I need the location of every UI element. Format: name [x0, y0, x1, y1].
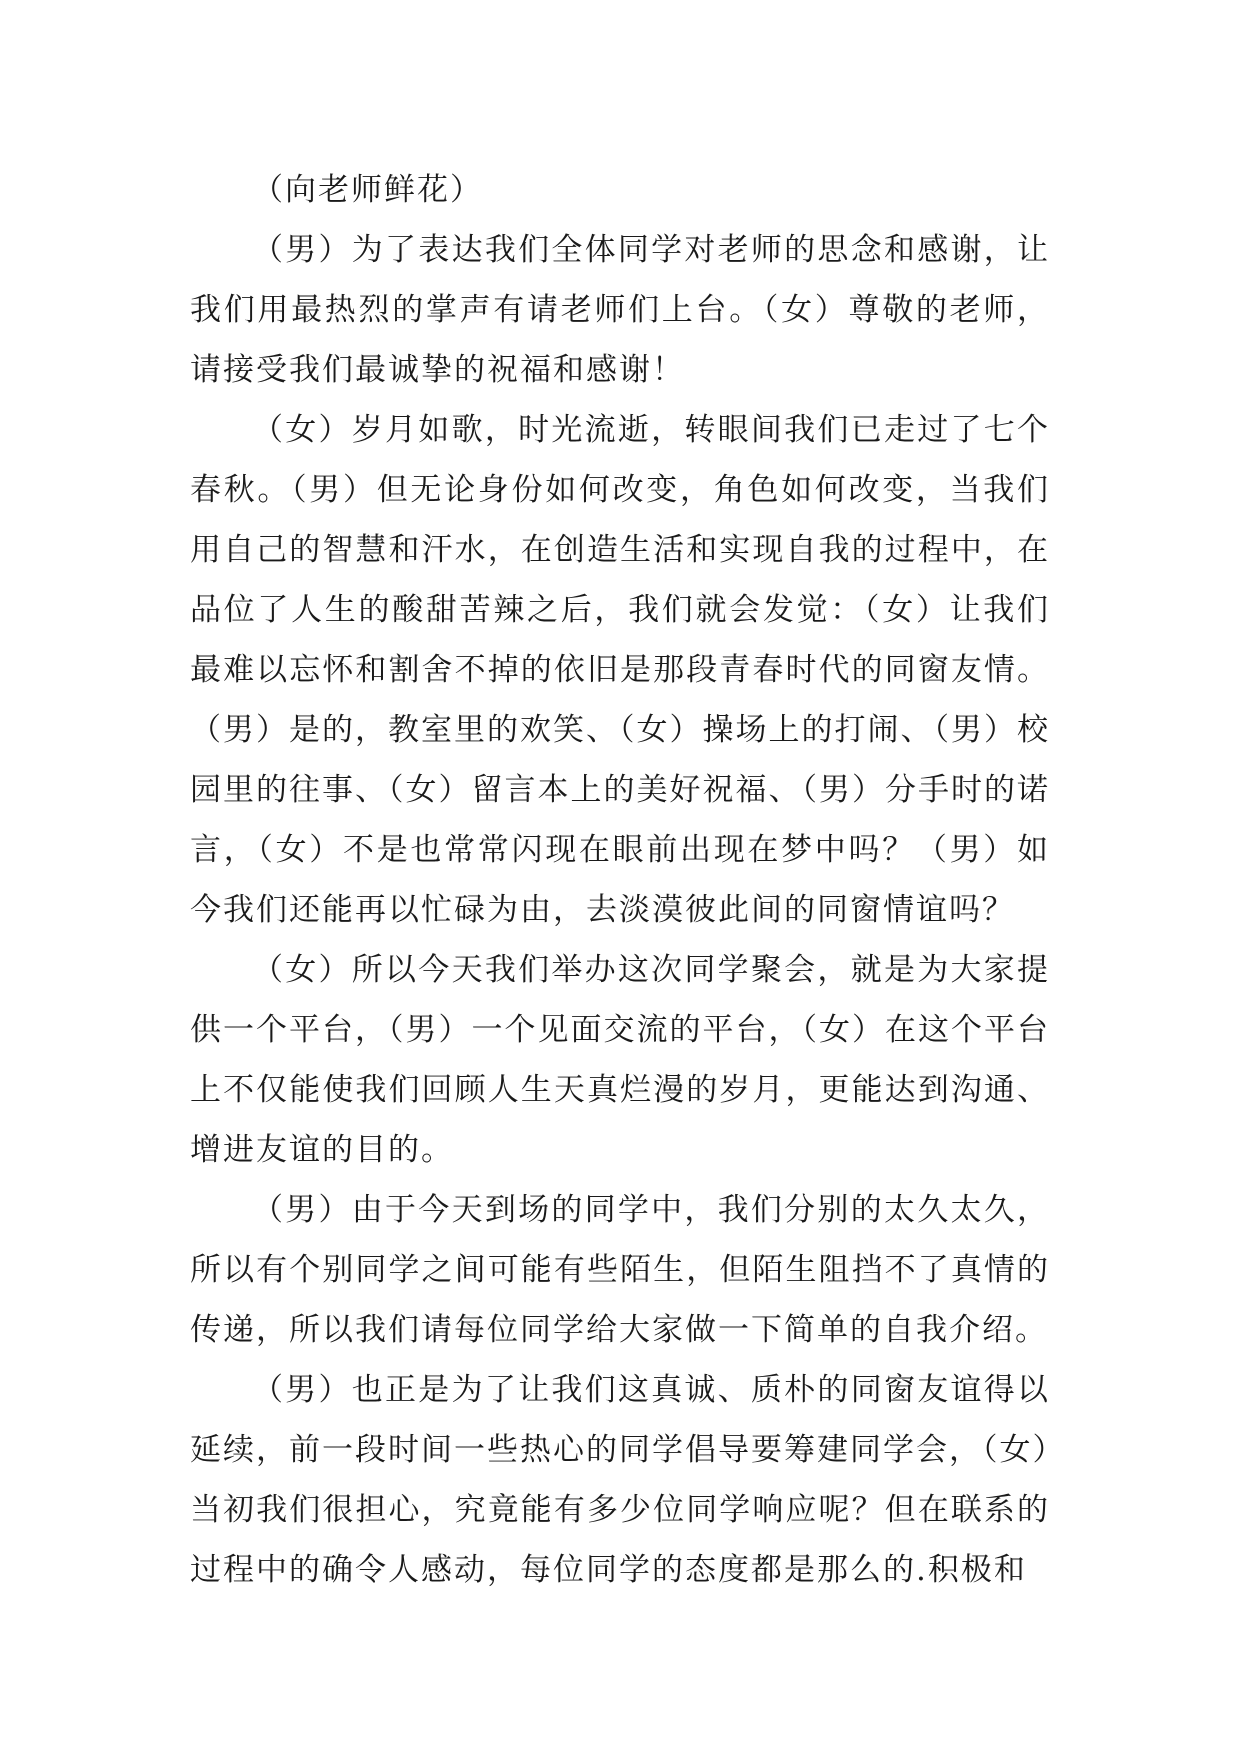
paragraph-flowers: （向老师鲜花） [252, 172, 483, 208]
paragraph-memories: （女）岁月如歌，时光流逝，转眼间我们已走过了七个春秋。（男）但无论身份如何改变，角色如何改变，当我们用自己的智慧和汗水，在创造生活和实现自我的过程中，在品位了人生的酸甜苦辣之后，我们就会发觉：（女）让我们最难以忘怀和割舍不掉的依旧是那段青春时代的同窗友情。（男）是的，教室里的欢笑、（女）操场上的打闹、（男）校园里的往事、（女）留言本上的美好祝福、（男）分手时的诺言，（女）不是也常常闪现在眼前出现在梦中吗？（男）如今我们还能再以忙碌为由，去淡漠彼此间的同窗情谊吗？ [190, 412, 1050, 928]
paragraph-platform: （女）所以今天我们举办这次同学聚会，就是为大家提供一个平台，（男）一个见面交流的平台，（女）在这个平台上不仅能使我们回顾人生天真烂漫的岁月，更能达到沟通、增进友谊的目的。 [190, 952, 1050, 1168]
paragraph-invite-teachers: （男）为了表达我们全体同学对老师的思念和感谢，让我们用最热烈的掌声有请老师们上台。（女）尊敬的老师，请接受我们最诚挚的祝福和感谢！ [190, 232, 1050, 388]
document-body [190, 160, 1050, 1600]
paragraph-alumni-association: （男）也正是为了让我们这真诚、质朴的同窗友谊得以延续，前一段时间一些热心的同学倡导要筹建同学会，（女）当初我们很担心，究竟能有多少位同学响应呢？但在联系的过程中的确令人感动，每位同学的态度都是那么的.积极和 [190, 1372, 1050, 1588]
paragraph-introductions: （男）由于今天到场的同学中，我们分别的太久太久，所以有个别同学之间可能有些陌生，但陌生阻挡不了真情的传递，所以我们请每位同学给大家做一下简单的自我介绍。 [190, 1192, 1050, 1348]
